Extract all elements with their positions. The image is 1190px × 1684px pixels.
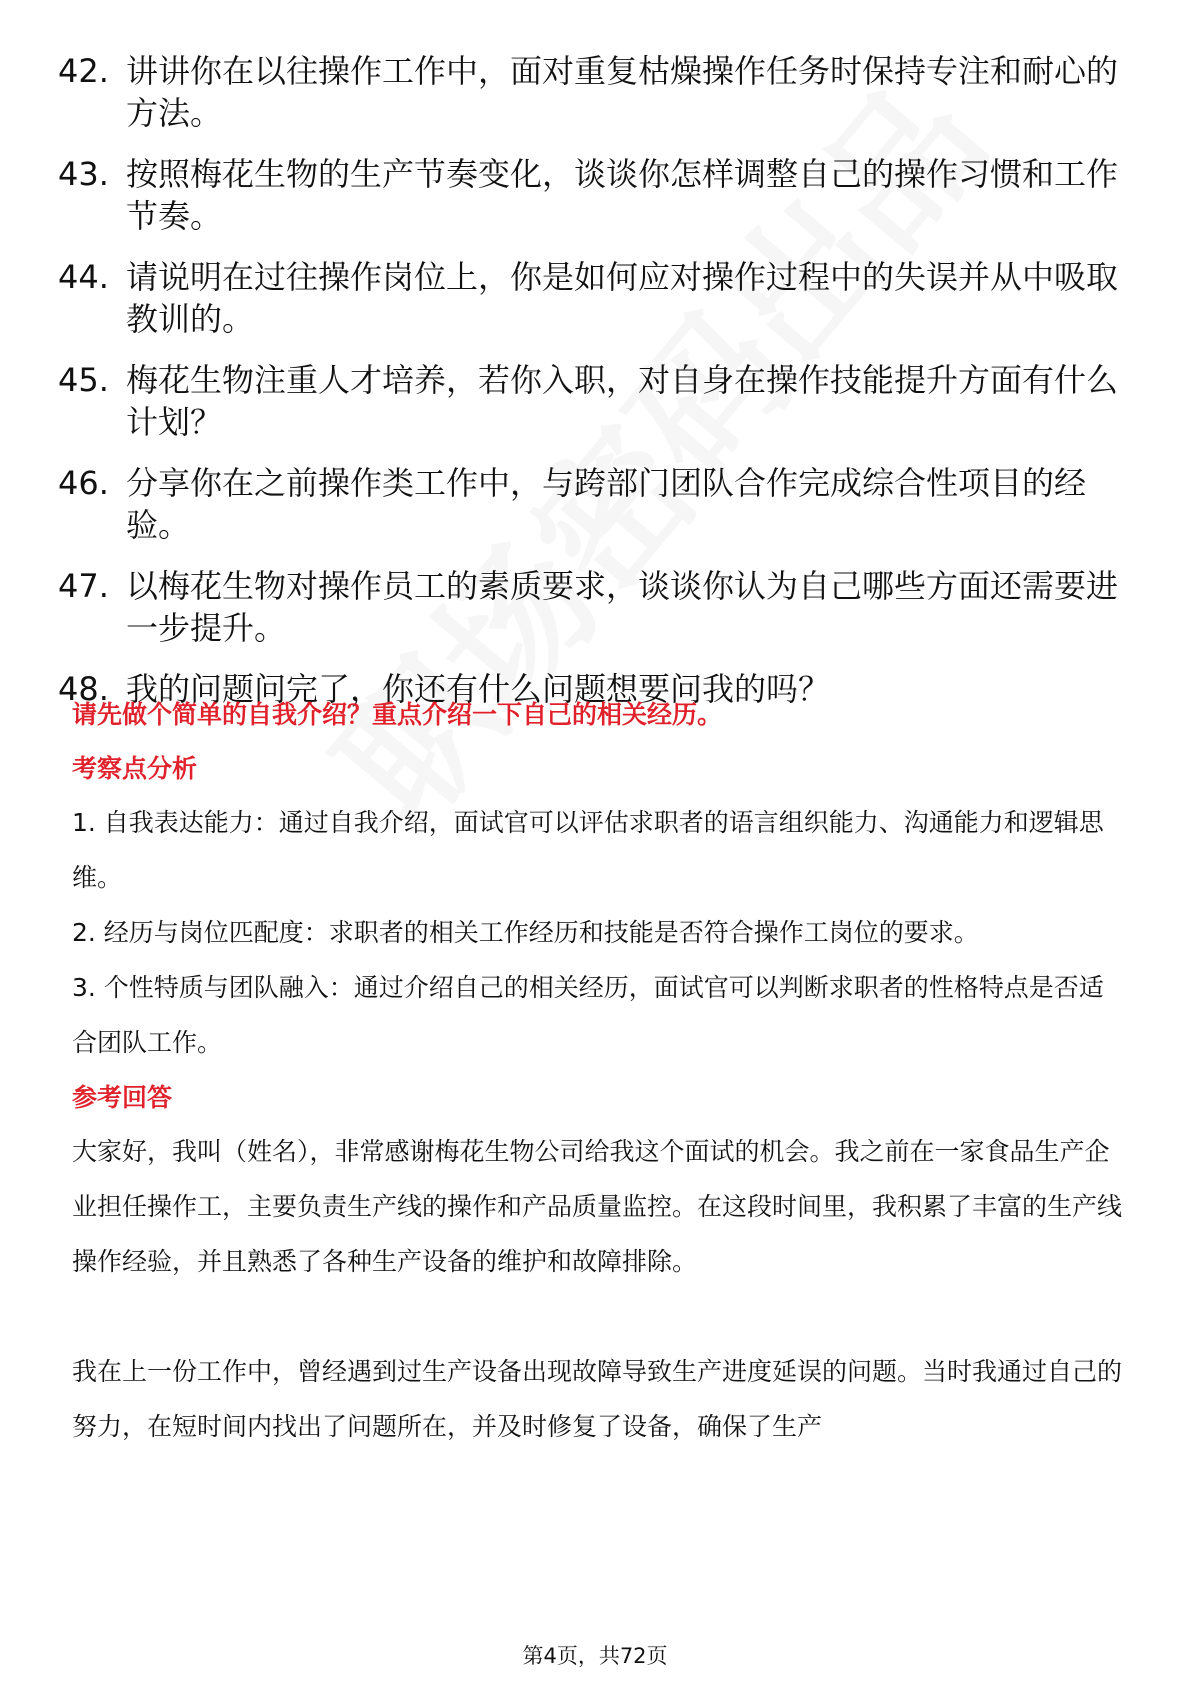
question-number: 43.: [58, 155, 109, 193]
question-title: 请先做个简单的自我介绍？重点介绍一下自己的相关经历。: [72, 700, 723, 729]
reference-paragraph: 大家好，我叫（姓名），非常感谢梅花生物公司给我这个面试的机会。我之前在一家食品生产企业担任操作工，主要负责生产线的操作和产品质量监控。在这段时间里，我积累了丰富的生产线操作经验，并且熟悉了各种生产设备的维护和故障排除。: [72, 1137, 1123, 1276]
question-text: 讲讲你在以往操作工作中，面对重复枯燥操作任务时保持专注和耐心的方法。: [126, 52, 1119, 132]
question-item: [58, 50, 1128, 134]
question-list: [58, 50, 1128, 729]
question-text: 分享你在之前操作类工作中，与跨部门团队合作完成综合性项目的经验。: [126, 464, 1087, 544]
analysis-point: 1. 自我表达能力：通过自我介绍，面试官可以评估求职者的语言组织能力、沟通能力和逻辑思维。: [72, 808, 1104, 892]
question-number: 48.: [58, 670, 109, 708]
question-item: [58, 565, 1128, 649]
question-item: [58, 256, 1128, 340]
reference-section: [72, 1080, 1122, 1454]
analysis-heading: 考察点分析: [72, 754, 198, 783]
question-text: 请说明在过往操作岗位上，你是如何应对操作过程中的失误并从中吸取教训的。: [126, 258, 1119, 338]
question-item: [58, 153, 1128, 237]
question-number: 46.: [58, 464, 109, 502]
analysis-point: 3. 个性特质与团队融入：通过介绍自己的相关经历，面试官可以判断求职者的性格特点是否适合团队工作。: [72, 973, 1104, 1057]
question-number: 45.: [58, 361, 109, 399]
reference-heading: 参考回答: [72, 1083, 173, 1112]
question-number: 42.: [58, 52, 109, 90]
analysis-section: [72, 751, 1122, 1070]
question-number: 44.: [58, 258, 109, 296]
question-text: 按照梅花生物的生产节奏变化，谈谈你怎样调整自己的操作习惯和工作节奏。: [126, 155, 1119, 235]
question-number: 47.: [58, 567, 109, 605]
question-text: 梅花生物注重人才培养，若你入职，对自身在操作技能提升方面有什么计划？: [126, 361, 1119, 441]
question-text: 我的问题问完了，你还有什么问题想要问我的吗？: [126, 670, 831, 708]
question-item: [58, 359, 1128, 443]
question-item: [58, 462, 1128, 546]
answer-question-title: [72, 697, 1122, 733]
analysis-point: 2. 经历与岗位匹配度：求职者的相关工作经历和技能是否符合操作工岗位的要求。: [72, 918, 979, 947]
question-text: 以梅花生物对操作员工的素质要求，谈谈你认为自己哪些方面还需要进一步提升。: [126, 567, 1119, 647]
page-footer: 第4页，共72页: [522, 1644, 668, 1668]
reference-paragraph: 我在上一份工作中，曾经遇到过生产设备出现故障导致生产进度延误的问题。当时我通过自己的努力，在短时间内找出了问题所在，并及时修复了设备，确保了生产: [72, 1357, 1123, 1441]
